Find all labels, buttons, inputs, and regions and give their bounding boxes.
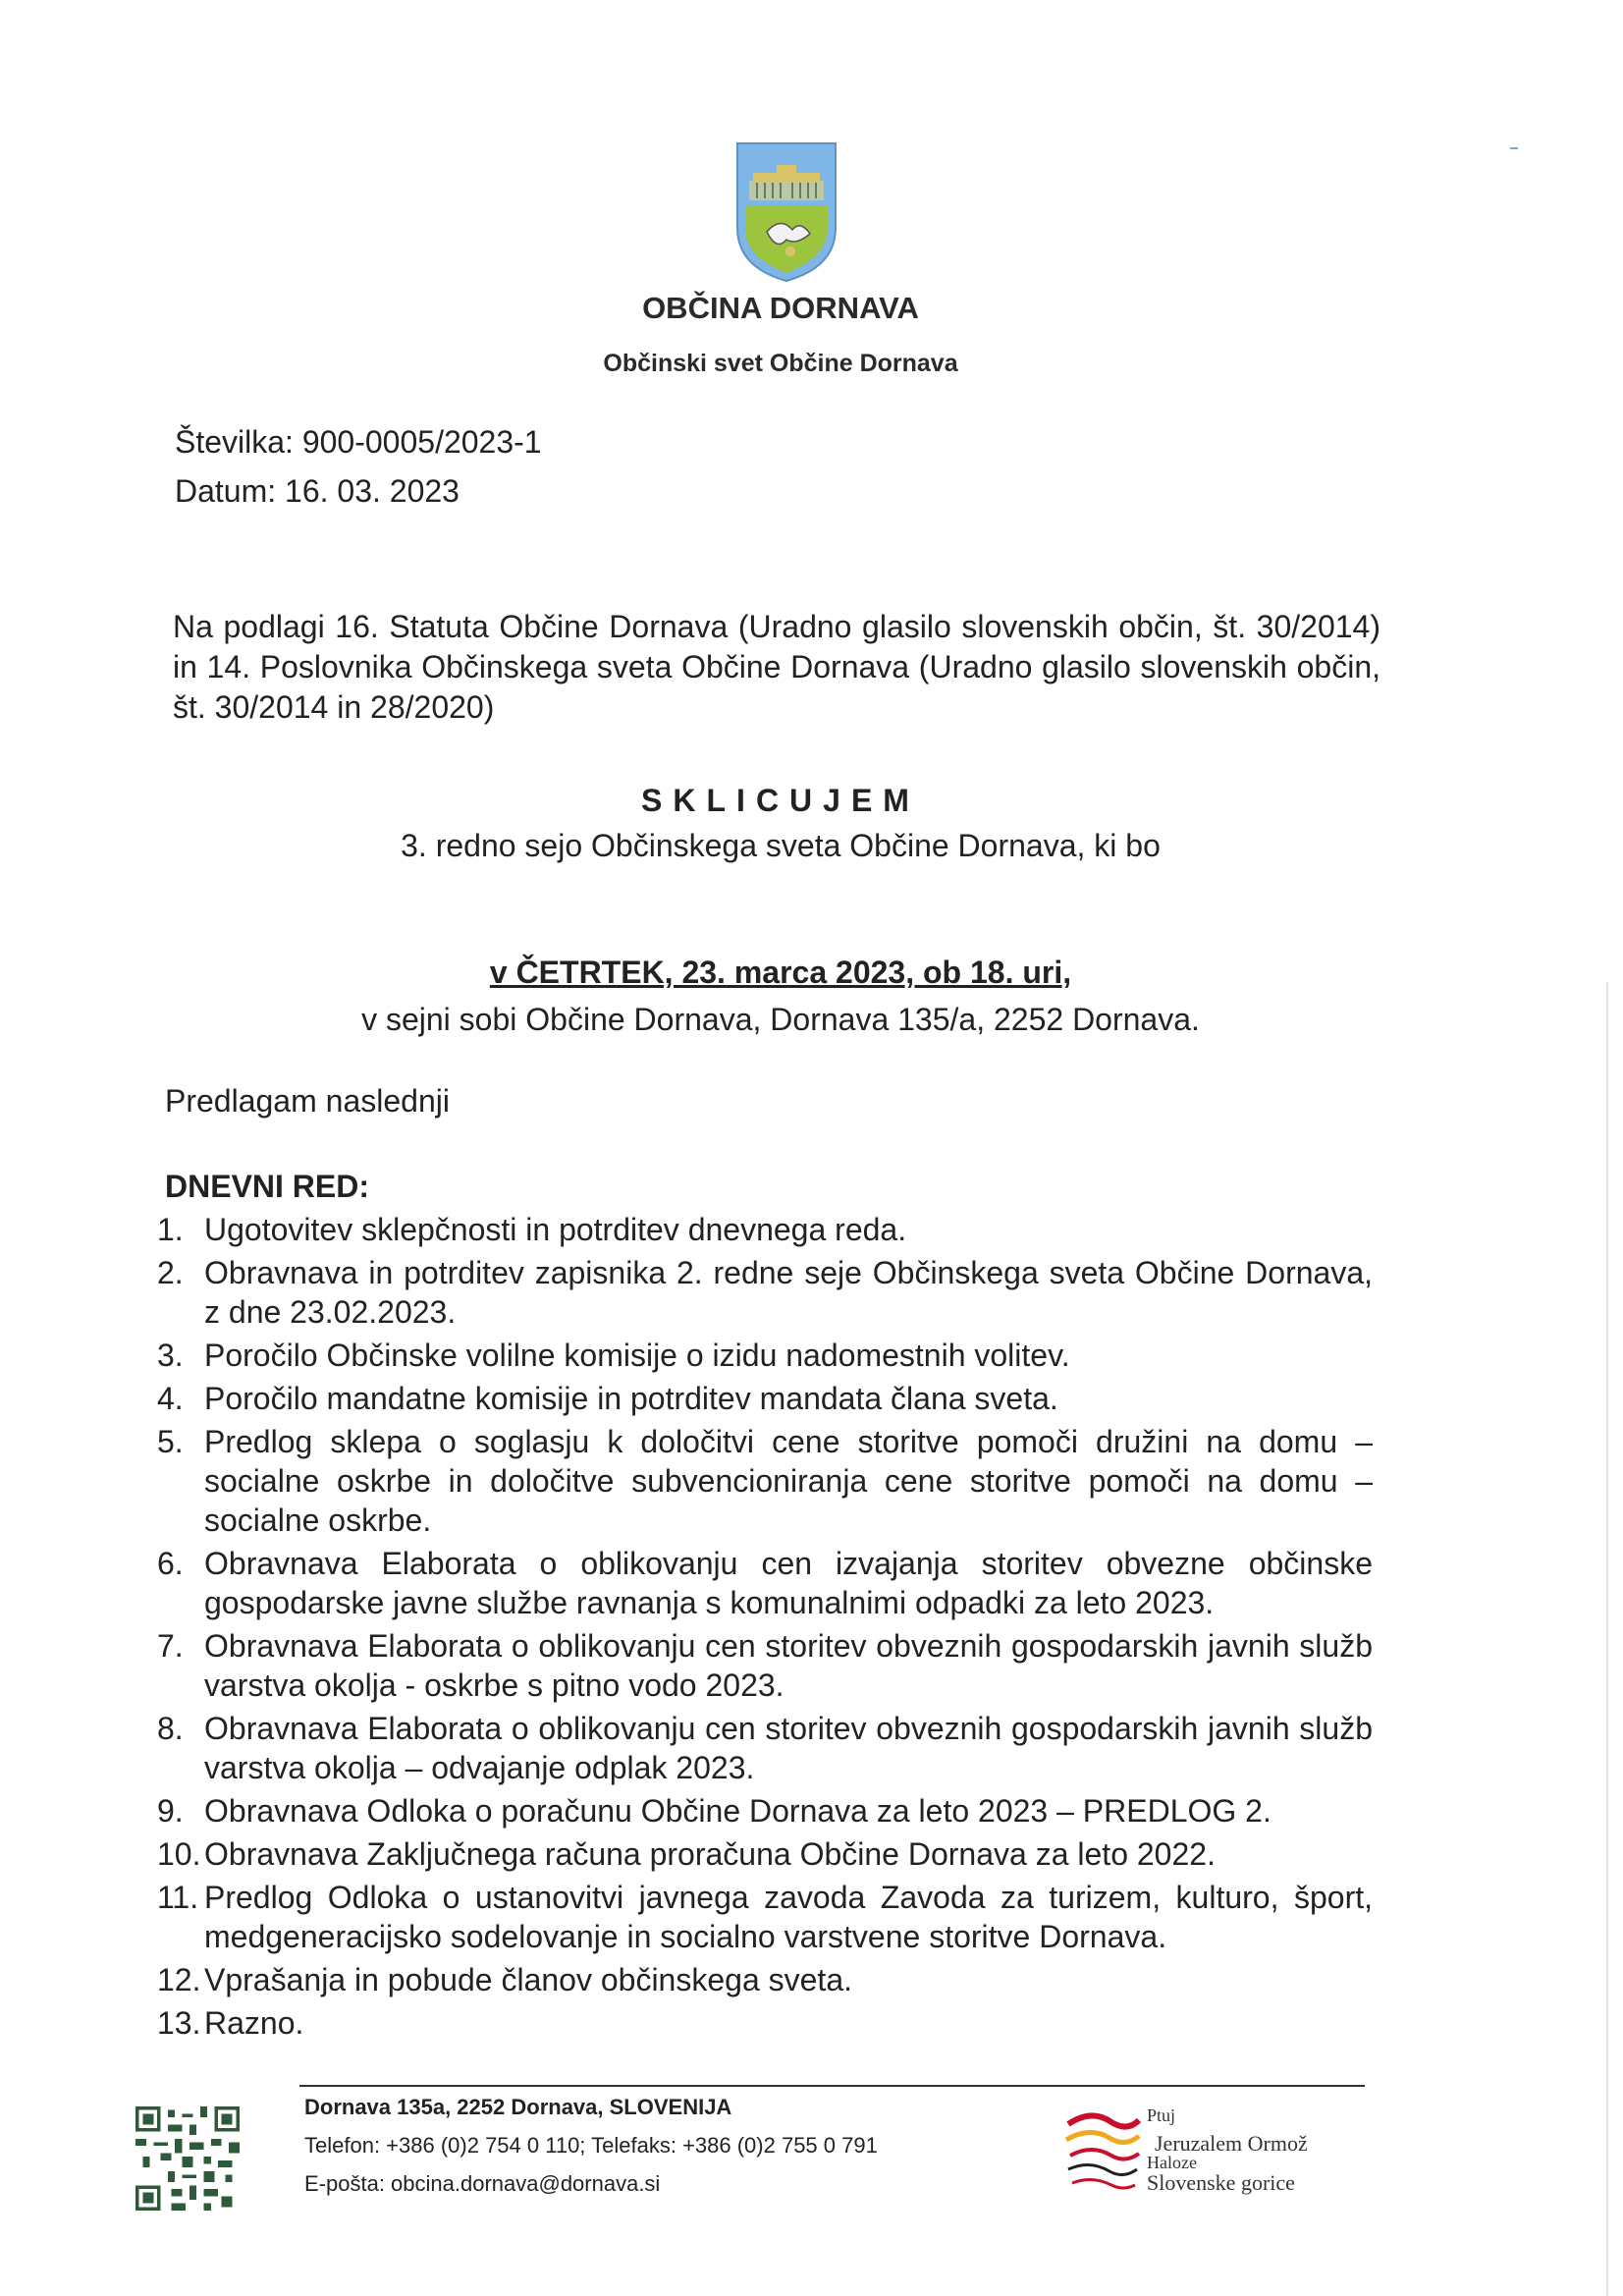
agenda-list bbox=[157, 1210, 1373, 2047]
scan-mark bbox=[1510, 147, 1518, 149]
agenda-item-number: 11. bbox=[157, 1880, 199, 1915]
partner-ptuj: Ptuj bbox=[1147, 2105, 1176, 2125]
agenda-item-number: 4. bbox=[157, 1381, 184, 1416]
partner-jeruzalem-ormoz: Jeruzalem Ormož bbox=[1155, 2131, 1308, 2156]
agenda-item-number: 1. bbox=[157, 1212, 184, 1247]
agenda-item-text: Obravnava in potrditev zapisnika 2. redne seje Občinskega sveta Občine Dornava, z dne 23.02.2023. bbox=[204, 1255, 1373, 1330]
session-date-line: v ČETRTEK, 23. marca 2023, ob 18. uri, bbox=[489, 955, 1072, 990]
agenda-item bbox=[157, 1336, 1373, 1375]
qr-code-icon bbox=[135, 2106, 240, 2211]
agenda-item-text: Obravnava Odloka o poračunu Občine Dornava za leto 2023 – PREDLOG 2. bbox=[204, 1793, 1271, 1829]
agenda-item-number: 12. bbox=[157, 1962, 201, 1997]
agenda-item-text: Poročilo Občinske volilne komisije o izidu nadomestnih volitev. bbox=[204, 1338, 1070, 1373]
municipality-title: OBČINA DORNAVA bbox=[642, 291, 919, 325]
footer-divider bbox=[299, 2085, 1365, 2087]
agenda-item-text: Obravnava Elaborata o oblikovanju cen storitev obveznih gospodarskih javnih služb varstva okolja – odvajanje odplak 2023. bbox=[204, 1711, 1373, 1785]
agenda-item-text: Vprašanja in pobude članov občinskega sveta. bbox=[204, 1962, 852, 1997]
convene-title: SKLICUJEM bbox=[641, 783, 920, 818]
agenda-item-number: 7. bbox=[157, 1628, 184, 1664]
agenda-item-text: Ugotovitev sklepčnosti in potrditev dnevnega reda. bbox=[204, 1212, 907, 1247]
session-place-line: v sejni sobi Občine Dornava, Dornava 135/a, 2252 Dornava. bbox=[361, 1002, 1200, 1037]
agenda-item-text: Predlog Odloka o ustanovitvi javnega zavoda Zavoda za turizem, kulturo, šport, medgeneracijsko sodelovanje in socialno varstvene storitve Dornava. bbox=[204, 1880, 1373, 1954]
agenda-item-text: Obravnava Zaključnega računa proračuna Občine Dornava za leto 2022. bbox=[204, 1836, 1216, 1872]
agenda-item-number: 10. bbox=[157, 1836, 201, 1872]
agenda-item-number: 5. bbox=[157, 1424, 184, 1459]
crest-icon bbox=[731, 137, 841, 285]
regional-wave-logo-icon bbox=[1062, 2105, 1141, 2198]
agenda-item-text: Obravnava Elaborata o oblikovanju cen izvajanja storitev obvezne občinske gospodarske javne službe ravnanja s komunalnimi odpadki za leto 2023. bbox=[204, 1546, 1373, 1620]
footer-email: E-pošta: obcina.dornava@dornava.si bbox=[304, 2171, 661, 2196]
agenda-item-text: Predlog sklepa o soglasju k določitvi cene storitve pomoči družini na domu – socialne oskrbe in določitve subvencioniranja cene storitve pomoči na domu – socialne oskrbe. bbox=[204, 1424, 1373, 1538]
agenda-heading: DNEVNI RED: bbox=[165, 1169, 370, 1204]
council-subtitle: Občinski svet Občine Dornava bbox=[603, 350, 958, 377]
document-number: Številka: 900-0005/2023-1 bbox=[175, 424, 542, 460]
agenda-item bbox=[157, 2003, 1373, 2043]
agenda-item-text: Razno. bbox=[204, 2005, 304, 2041]
agenda-item bbox=[157, 1626, 1373, 1705]
agenda-item bbox=[157, 1210, 1373, 1249]
legal-basis-paragraph: Na podlagi 16. Statuta Občine Dornava (Uradno glasilo slovenskih občin, št. 30/2014) in 14. Poslovnika Občinskega sveta Občine Dornava (Uradno glasilo slovenskih občin, št. 30/2014 in 28/2020) bbox=[173, 609, 1380, 725]
agenda-item bbox=[157, 1791, 1373, 1831]
agenda-item-number: 8. bbox=[157, 1711, 184, 1746]
agenda-item bbox=[157, 1379, 1373, 1418]
agenda-item bbox=[157, 1834, 1373, 1874]
agenda-item bbox=[157, 1544, 1373, 1622]
agenda-item-number: 2. bbox=[157, 1255, 184, 1290]
agenda-item bbox=[157, 1960, 1373, 1999]
agenda-item bbox=[157, 1253, 1373, 1332]
agenda-item bbox=[157, 1709, 1373, 1787]
partner-slovenske-gorice: Slovenske gorice bbox=[1147, 2170, 1295, 2195]
propose-text: Predlagam naslednji bbox=[165, 1083, 450, 1119]
session-line: 3. redno sejo Občinskega sveta Občine Dornava, ki bo bbox=[401, 828, 1161, 863]
agenda-item-text: Obravnava Elaborata o oblikovanju cen storitev obveznih gospodarskih javnih služb varstva okolja - oskrbe s pitno vodo 2023. bbox=[204, 1628, 1373, 1703]
scan-edge-shadow bbox=[1606, 982, 1608, 2296]
agenda-item-number: 6. bbox=[157, 1546, 184, 1581]
footer-address: Dornava 135a, 2252 Dornava, SLOVENIJA bbox=[304, 2095, 732, 2119]
document-date: Datum: 16. 03. 2023 bbox=[175, 473, 460, 509]
partner-haloze: Haloze bbox=[1147, 2153, 1197, 2172]
agenda-item-text: Poročilo mandatne komisije in potrditev mandata člana sveta. bbox=[204, 1381, 1058, 1416]
agenda-item-number: 9. bbox=[157, 1793, 184, 1829]
footer-phone: Telefon: +386 (0)2 754 0 110; Telefaks: +386 (0)2 755 0 791 bbox=[304, 2133, 878, 2158]
agenda-item-number: 13. bbox=[157, 2005, 201, 2041]
agenda-item bbox=[157, 1422, 1373, 1540]
agenda-item-number: 3. bbox=[157, 1338, 184, 1373]
agenda-item bbox=[157, 1878, 1373, 1956]
